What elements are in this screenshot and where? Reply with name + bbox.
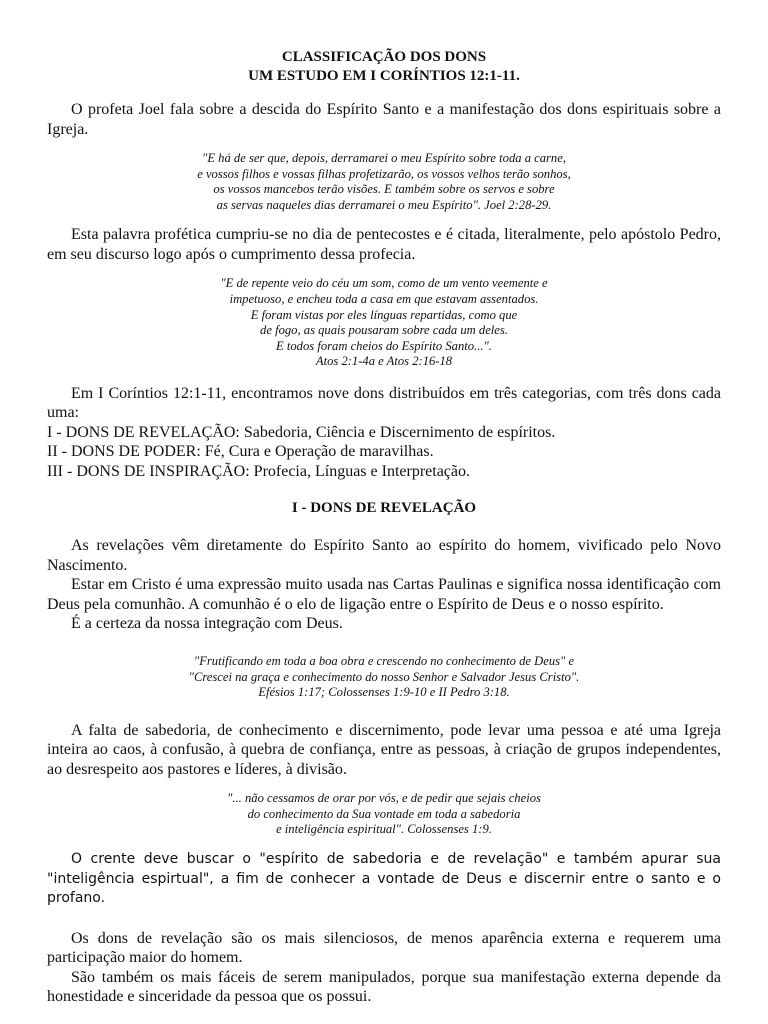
category-item: I - DONS DE REVELAÇÃO: Sabedoria, Ciência e Discernimento de espíritos. [47,423,556,441]
intro-paragraph-1: O profeta Joel fala sobre a descida do Espírito Santo e a manifestação dos dons espirituais sobre a Igreja. [47,101,721,138]
quote-line: E foram vistas por eles línguas repartidas, como que [250,307,518,322]
quote-line: impetuoso, e encheu toda a casa em que estavam assentados. [229,291,539,306]
quote-line: do conhecimento da Sua vontade em toda a sabedoria [247,806,521,821]
section-paragraph-5: O crente deve buscar o "espírito de sabedoria e de revelação" e também apurar sua "inteligência espirtual", a fim de conhecer a vontade de Deus e discernir entre o santo e o profano. [47,851,721,906]
section-paragraph-2: Estar em Cristo é uma expressão muito usada nas Cartas Paulinas e significa nossa identificação com Deus pela comunhão. A comunhão é o elo de ligação entre o Espírito de Deus e o nosso espírito. [47,576,721,613]
quote-line: E todos foram cheios do Espírito Santo...". [276,338,492,353]
quote-line: Atos 2:1-4a e Atos 2:16-18 [315,354,453,369]
quote-line: "Frutificando em toda a boa obra e crescendo no conhecimento de Deus" e [193,653,575,668]
section-paragraph-7: São também os mais fáceis de serem manipulados, porque sua manifestação externa depende da honestidade e sinceridade da pessoa que os possui. [47,968,721,1005]
category-item: II - DONS DE PODER: Fé, Cura e Operação de maravilhas. [47,443,434,461]
categories-list [47,423,721,482]
section-paragraph-3: É a certeza da nossa integração com Deus. [71,615,343,633]
title-line-2: UM ESTUDO EM I CORÍNTIOS 12:1-11. [248,68,520,84]
section-paragraph-4: A falta de sabedoria, de conhecimento e discernimento, pode levar uma pessoa e até uma Igreja inteira ao caos, à confusão, à quebra de confiança, entre as pessoas, à criação de grupos independentes, ao desrespeito aos pastores e líderes, à divisão. [47,721,721,778]
quote-line: as servas naqueles dias derramarei o meu Espírito". Joel 2:28-29. [216,197,552,212]
section-heading: I - DONS DE REVELAÇÃO [291,500,477,517]
section-paragraph-1: As revelações vêm diretamente do Espírito Santo ao espírito do homem, vivificado pelo Novo Nascimento. [47,537,721,574]
quote-line: Efésios 1:17; Colossenses 1:9-10 e II Pedro 3:18. [258,685,510,700]
quote-atos [47,276,721,370]
quote-line: "E de repente veio do céu um som, como de um vento veemente e [220,276,548,291]
quote-line: "E há de ser que, depois, derramarei o meu Espírito sobre toda a carne, [202,151,566,165]
quote-line: "Crescei na graça e conhecimento do nosso Senhor e Salvador Jesus Cristo". [188,669,580,684]
quote-line: e vossos filhos e vossas filhas profetizarão, os vossos velhos terão sonhos, [197,166,571,181]
quote-joel [47,151,721,213]
quote-colossenses [47,791,721,838]
quote-efesios [47,654,721,701]
quote-line: de fogo, as quais pousaram sobre cada um deles. [260,323,508,338]
intro-paragraph-2: Esta palavra profética cumpriu-se no dia de pentecostes e é citada, literalmente, pelo apóstolo Pedro, em seu discurso logo após o cumprimento dessa profecia. [47,226,721,263]
quote-line: "... não cessamos de orar por vós, e de pedir que sejais cheios [227,791,541,806]
document-title [47,0,721,86]
section-paragraph-6: Os dons de revelação são os mais silenciosos, de menos aparência externa e requerem uma participação maior do homem. [47,929,721,966]
category-item: III - DONS DE INSPIRAÇÃO: Profecia, Línguas e Interpretação. [47,462,470,480]
intro-paragraph-3: Em I Coríntios 12:1-11, encontramos nove dons distribuídos em três categorias, com três dons cada uma: [47,384,721,422]
title-line-1: CLASSIFICAÇÃO DOS DONS [281,49,487,65]
quote-line: e inteligência espiritual". Colossenses 1:9. [276,822,492,837]
quote-line: os vossos mancebos terão visões. E também sobre os servos e sobre [213,182,555,197]
